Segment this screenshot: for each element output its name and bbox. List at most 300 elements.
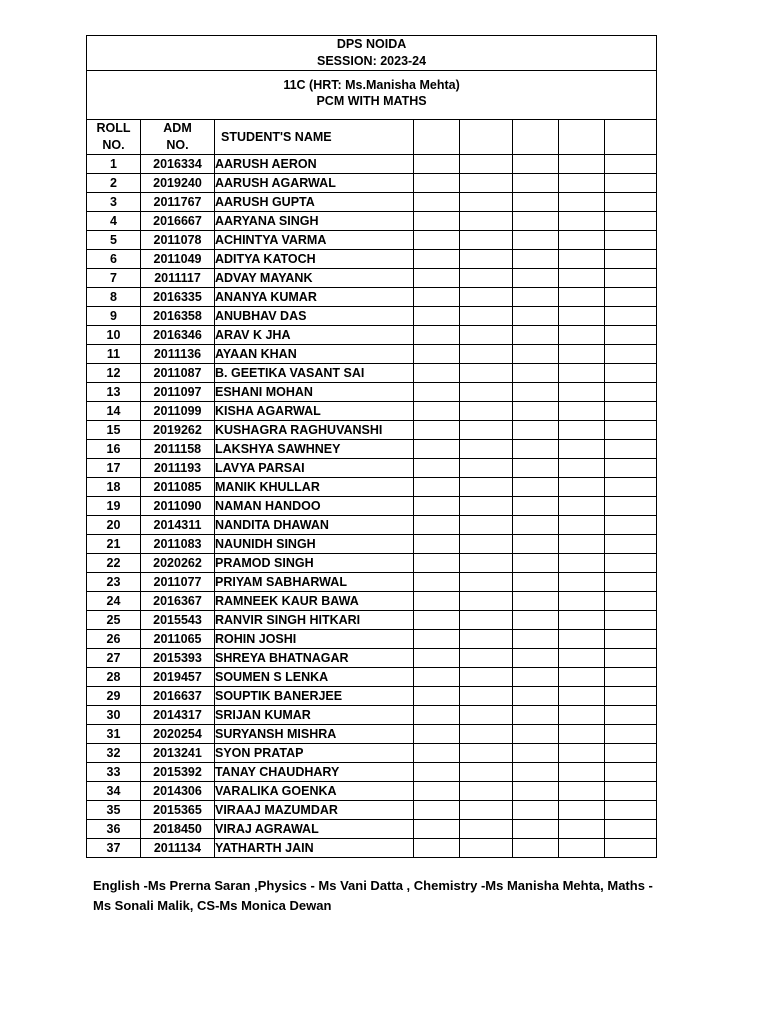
student-name-header: STUDENT'S NAME	[215, 120, 414, 155]
adm-no-cell: 2011085	[141, 478, 215, 497]
roll-no-cell: 20	[87, 516, 141, 535]
blank-cell	[605, 801, 657, 820]
adm-no-cell: 2019457	[141, 668, 215, 687]
blank-cell	[605, 383, 657, 402]
blank-cell	[605, 820, 657, 839]
blank-cell	[513, 744, 559, 763]
blank-cell	[513, 174, 559, 193]
blank-cell	[605, 478, 657, 497]
blank-cell	[513, 554, 559, 573]
blank-cell	[513, 459, 559, 478]
blank-cell	[513, 345, 559, 364]
blank-cell	[559, 649, 605, 668]
blank-cell	[605, 459, 657, 478]
blank-cell	[559, 155, 605, 174]
table-row	[87, 345, 657, 364]
blank-cell	[559, 668, 605, 687]
blank-cell	[559, 326, 605, 345]
blank-cell	[460, 630, 513, 649]
table-row	[87, 497, 657, 516]
roll-no-cell: 30	[87, 706, 141, 725]
blank-cell	[460, 155, 513, 174]
student-name-cell: SURYANSH MISHRA	[215, 725, 414, 744]
blank-cell	[414, 326, 460, 345]
adm-no-cell: 2015543	[141, 611, 215, 630]
blank-cell	[559, 421, 605, 440]
blank-cell	[414, 402, 460, 421]
table-row	[87, 592, 657, 611]
table-row	[87, 421, 657, 440]
blank-cell	[460, 649, 513, 668]
blank-cell	[605, 421, 657, 440]
table-row	[87, 649, 657, 668]
blank-cell	[605, 535, 657, 554]
student-name-cell: KISHA AGARWAL	[215, 402, 414, 421]
blank-cell	[559, 630, 605, 649]
student-name-cell: ANUBHAV DAS	[215, 307, 414, 326]
blank-cell	[460, 440, 513, 459]
blank-cell	[513, 155, 559, 174]
blank-cell	[460, 383, 513, 402]
blank-cell	[460, 839, 513, 858]
blank-cell	[513, 364, 559, 383]
roll-no-cell: 5	[87, 231, 141, 250]
student-name-cell: SYON PRATAP	[215, 744, 414, 763]
column-header-row	[87, 120, 657, 155]
blank-cell	[605, 630, 657, 649]
blank-cell	[559, 725, 605, 744]
blank-cell	[605, 155, 657, 174]
table-row	[87, 402, 657, 421]
blank-cell	[460, 820, 513, 839]
table-row	[87, 326, 657, 345]
teachers-line-1: English -Ms Prerna Saran ,Physics - Ms Vani Datta , Chemistry -Ms Manisha Mehta, Maths -	[93, 878, 653, 893]
blank-cell	[414, 630, 460, 649]
blank-cell	[559, 744, 605, 763]
roll-no-cell: 22	[87, 554, 141, 573]
roll-no-cell: 26	[87, 630, 141, 649]
table-row	[87, 554, 657, 573]
adm-no-cell: 2011134	[141, 839, 215, 858]
blank-cell	[414, 554, 460, 573]
roll-no-cell: 18	[87, 478, 141, 497]
adm-no-cell: 2014317	[141, 706, 215, 725]
school-name: DPS NOIDA	[336, 37, 407, 51]
blank-cell	[460, 478, 513, 497]
student-name-cell: SOUMEN S LENKA	[215, 668, 414, 687]
blank-cell	[513, 630, 559, 649]
blank-cell	[605, 326, 657, 345]
blank-cell	[559, 497, 605, 516]
student-name-cell: YATHARTH JAIN	[215, 839, 414, 858]
blank-cell	[605, 345, 657, 364]
blank-cell	[559, 611, 605, 630]
adm-no-cell: 2011078	[141, 231, 215, 250]
student-name-cell: VIRAAJ MAZUMDAR	[215, 801, 414, 820]
table-row	[87, 630, 657, 649]
blank-cell	[414, 288, 460, 307]
table-row	[87, 573, 657, 592]
blank-cell	[460, 573, 513, 592]
blank-cell	[513, 193, 559, 212]
adm-no-cell: 2011767	[141, 193, 215, 212]
roll-no-cell: 9	[87, 307, 141, 326]
blank-cell	[513, 307, 559, 326]
roll-no-cell: 7	[87, 269, 141, 288]
student-name-cell: ADVAY MAYANK	[215, 269, 414, 288]
blank-cell	[414, 782, 460, 801]
student-name-cell: SHREYA BHATNAGAR	[215, 649, 414, 668]
blank-cell	[513, 250, 559, 269]
blank-cell	[460, 592, 513, 611]
blank-cell	[460, 744, 513, 763]
blank-cell	[414, 459, 460, 478]
blank-cell	[414, 535, 460, 554]
roll-no-cell: 23	[87, 573, 141, 592]
blank-cell	[605, 231, 657, 250]
blank-cell	[513, 820, 559, 839]
blank-cell	[414, 478, 460, 497]
roll-no-cell: 35	[87, 801, 141, 820]
table-row	[87, 288, 657, 307]
blank-cell	[460, 687, 513, 706]
adm-no-cell: 2011077	[141, 573, 215, 592]
roll-header-line1: ROLL	[96, 121, 131, 135]
blank-cell	[559, 801, 605, 820]
student-name-cell: ANANYA KUMAR	[215, 288, 414, 307]
blank-cell	[559, 516, 605, 535]
blank-cell	[513, 592, 559, 611]
student-name-cell: VIRAJ AGRAWAL	[215, 820, 414, 839]
blank-cell	[559, 402, 605, 421]
adm-no-cell: 2015393	[141, 649, 215, 668]
blank-cell	[460, 269, 513, 288]
blank-cell	[460, 782, 513, 801]
blank-cell	[513, 668, 559, 687]
adm-no-cell: 2011099	[141, 402, 215, 421]
blank-cell	[513, 535, 559, 554]
table-row	[87, 478, 657, 497]
blank-cell	[414, 801, 460, 820]
blank-cell	[559, 706, 605, 725]
blank-cell	[460, 706, 513, 725]
adm-no-cell: 2014306	[141, 782, 215, 801]
blank-cell	[559, 687, 605, 706]
roster-table	[86, 35, 657, 858]
title-cell	[87, 36, 657, 71]
blank-cell	[414, 744, 460, 763]
roll-no-cell: 11	[87, 345, 141, 364]
student-name-cell: ESHANI MOHAN	[215, 383, 414, 402]
table-row	[87, 516, 657, 535]
adm-no-cell: 2019240	[141, 174, 215, 193]
table-row	[87, 668, 657, 687]
blank-cell	[460, 497, 513, 516]
adm-no-cell: 2011158	[141, 440, 215, 459]
blank-cell	[513, 573, 559, 592]
blank-cell	[414, 440, 460, 459]
roll-no-cell: 4	[87, 212, 141, 231]
blank-cell	[414, 611, 460, 630]
roll-no-cell: 21	[87, 535, 141, 554]
blank-cell	[513, 782, 559, 801]
student-name-cell: LAVYA PARSAI	[215, 459, 414, 478]
table-row	[87, 231, 657, 250]
blank-cell	[513, 231, 559, 250]
table-row	[87, 459, 657, 478]
blank-cell	[513, 478, 559, 497]
blank-cell	[559, 383, 605, 402]
adm-no-cell: 2013241	[141, 744, 215, 763]
teachers-line-2: Ms Sonali Malik, CS-Ms Monica Dewan	[93, 898, 332, 913]
blank-cell	[513, 288, 559, 307]
roll-no-cell: 2	[87, 174, 141, 193]
blank-cell	[605, 668, 657, 687]
blank-cell	[605, 364, 657, 383]
blank-cell	[513, 611, 559, 630]
blank-cell	[414, 573, 460, 592]
adm-no-cell: 2019262	[141, 421, 215, 440]
student-name-cell: MANIK KHULLAR	[215, 478, 414, 497]
blank-cell	[605, 497, 657, 516]
adm-no-cell: 2011136	[141, 345, 215, 364]
blank-cell	[605, 611, 657, 630]
blank-cell	[513, 497, 559, 516]
student-name-cell: VARALIKA GOENKA	[215, 782, 414, 801]
blank-cell	[559, 839, 605, 858]
blank-cell	[605, 839, 657, 858]
table-row	[87, 174, 657, 193]
student-name-cell: SRIJAN KUMAR	[215, 706, 414, 725]
blank-cell	[460, 193, 513, 212]
roll-no-cell: 12	[87, 364, 141, 383]
student-name-cell: B. GEETIKA VASANT SAI	[215, 364, 414, 383]
table-row	[87, 269, 657, 288]
blank-cell	[605, 174, 657, 193]
blank-cell	[513, 839, 559, 858]
roll-no-cell: 8	[87, 288, 141, 307]
blank-cell	[460, 288, 513, 307]
blank-cell	[460, 801, 513, 820]
adm-no-cell: 2015365	[141, 801, 215, 820]
table-row	[87, 725, 657, 744]
blank-cell	[605, 307, 657, 326]
table-row	[87, 687, 657, 706]
student-name-cell: NAMAN HANDOO	[215, 497, 414, 516]
blank-cell	[460, 174, 513, 193]
adm-no-cell: 2011083	[141, 535, 215, 554]
student-name-cell: AARUSH AGARWAL	[215, 174, 414, 193]
blank-cell	[414, 212, 460, 231]
table-row	[87, 763, 657, 782]
table-row	[87, 801, 657, 820]
blank-cell	[414, 516, 460, 535]
student-name-cell: AARUSH AERON	[215, 155, 414, 174]
blank-cell	[460, 402, 513, 421]
blank-cell	[559, 231, 605, 250]
adm-no-cell: 2011090	[141, 497, 215, 516]
table-row	[87, 250, 657, 269]
blank-cell	[513, 440, 559, 459]
blank-cell	[414, 231, 460, 250]
blank-cell	[414, 839, 460, 858]
student-name-cell: KUSHAGRA RAGHUVANSHI	[215, 421, 414, 440]
roll-no-cell: 16	[87, 440, 141, 459]
adm-no-cell: 2016346	[141, 326, 215, 345]
roll-header-line2: NO.	[102, 138, 125, 152]
blank-cell	[513, 421, 559, 440]
student-name-cell: ARAV K JHA	[215, 326, 414, 345]
blank-cell	[605, 592, 657, 611]
blank-cell	[460, 212, 513, 231]
blank-cell	[605, 554, 657, 573]
blank-cell	[605, 212, 657, 231]
adm-no-cell: 2011049	[141, 250, 215, 269]
blank-cell	[460, 554, 513, 573]
roll-no-cell: 15	[87, 421, 141, 440]
session-label: SESSION: 2023-24	[317, 54, 427, 68]
student-name-cell: PRIYAM SABHARWAL	[215, 573, 414, 592]
roll-no-cell: 24	[87, 592, 141, 611]
blank-cell	[559, 288, 605, 307]
blank-cell	[414, 725, 460, 744]
blank-cell	[559, 478, 605, 497]
adm-no-cell: 2011117	[141, 269, 215, 288]
blank-cell	[460, 535, 513, 554]
blank-cell	[460, 345, 513, 364]
class-row	[87, 71, 657, 120]
student-name-cell: ADITYA KATOCH	[215, 250, 414, 269]
blank-cell	[460, 250, 513, 269]
table-row	[87, 820, 657, 839]
blank-column-header	[559, 120, 605, 155]
blank-cell	[559, 269, 605, 288]
roll-no-cell: 28	[87, 668, 141, 687]
adm-no-cell: 2014311	[141, 516, 215, 535]
class-cell	[87, 71, 657, 120]
roll-no-cell: 27	[87, 649, 141, 668]
student-name-cell: AARUSH GUPTA	[215, 193, 414, 212]
blank-cell	[605, 250, 657, 269]
adm-no-cell: 2016335	[141, 288, 215, 307]
blank-cell	[605, 687, 657, 706]
blank-cell	[414, 706, 460, 725]
blank-cell	[414, 497, 460, 516]
blank-cell	[414, 174, 460, 193]
adm-no-header	[141, 120, 215, 155]
student-name-cell: SOUPTIK BANERJEE	[215, 687, 414, 706]
table-row	[87, 193, 657, 212]
blank-cell	[559, 174, 605, 193]
blank-cell	[513, 402, 559, 421]
blank-cell	[559, 592, 605, 611]
blank-cell	[460, 231, 513, 250]
roll-no-cell: 31	[87, 725, 141, 744]
stream-label: PCM WITH MATHS	[316, 94, 427, 108]
blank-cell	[414, 649, 460, 668]
blank-cell	[559, 212, 605, 231]
student-name-cell: AARYANA SINGH	[215, 212, 414, 231]
blank-cell	[460, 421, 513, 440]
student-name-cell: TANAY CHAUDHARY	[215, 763, 414, 782]
blank-cell	[414, 269, 460, 288]
blank-cell	[605, 744, 657, 763]
blank-cell	[513, 326, 559, 345]
blank-cell	[559, 345, 605, 364]
blank-cell	[559, 763, 605, 782]
blank-cell	[414, 307, 460, 326]
roll-no-cell: 1	[87, 155, 141, 174]
roll-no-cell: 25	[87, 611, 141, 630]
blank-cell	[460, 326, 513, 345]
adm-no-cell: 2016334	[141, 155, 215, 174]
adm-header-line1: ADM	[163, 121, 192, 135]
blank-cell	[414, 687, 460, 706]
adm-no-cell: 2020262	[141, 554, 215, 573]
blank-cell	[414, 250, 460, 269]
blank-cell	[559, 782, 605, 801]
blank-cell	[559, 364, 605, 383]
student-name-cell: NANDITA DHAWAN	[215, 516, 414, 535]
blank-cell	[414, 383, 460, 402]
blank-cell	[513, 212, 559, 231]
roll-no-header	[87, 120, 141, 155]
blank-cell	[605, 573, 657, 592]
blank-cell	[605, 782, 657, 801]
blank-cell	[559, 573, 605, 592]
blank-cell	[513, 269, 559, 288]
blank-cell	[513, 687, 559, 706]
blank-cell	[414, 345, 460, 364]
blank-cell	[513, 763, 559, 782]
adm-no-cell: 2016367	[141, 592, 215, 611]
roll-no-cell: 34	[87, 782, 141, 801]
blank-cell	[513, 725, 559, 744]
class-label: 11C (HRT: Ms.Manisha Mehta)	[283, 78, 460, 92]
blank-cell	[513, 649, 559, 668]
roll-no-cell: 6	[87, 250, 141, 269]
table-row	[87, 839, 657, 858]
student-name-cell: NAUNIDH SINGH	[215, 535, 414, 554]
blank-cell	[559, 307, 605, 326]
table-row	[87, 440, 657, 459]
title-row	[87, 36, 657, 71]
blank-cell	[414, 193, 460, 212]
blank-cell	[559, 820, 605, 839]
adm-no-cell: 2016358	[141, 307, 215, 326]
blank-cell	[559, 535, 605, 554]
blank-cell	[460, 364, 513, 383]
blank-cell	[559, 554, 605, 573]
blank-cell	[605, 763, 657, 782]
roll-no-cell: 37	[87, 839, 141, 858]
roll-no-cell: 33	[87, 763, 141, 782]
roll-no-cell: 32	[87, 744, 141, 763]
student-name-cell: PRAMOD SINGH	[215, 554, 414, 573]
blank-column-header	[460, 120, 513, 155]
blank-cell	[460, 611, 513, 630]
table-row	[87, 744, 657, 763]
table-row	[87, 155, 657, 174]
adm-header-line2: NO.	[166, 138, 189, 152]
blank-cell	[414, 668, 460, 687]
subject-teachers-note	[93, 876, 693, 916]
student-name-cell: LAKSHYA SAWHNEY	[215, 440, 414, 459]
blank-cell	[559, 459, 605, 478]
table-row	[87, 535, 657, 554]
roll-no-cell: 14	[87, 402, 141, 421]
blank-cell	[513, 706, 559, 725]
